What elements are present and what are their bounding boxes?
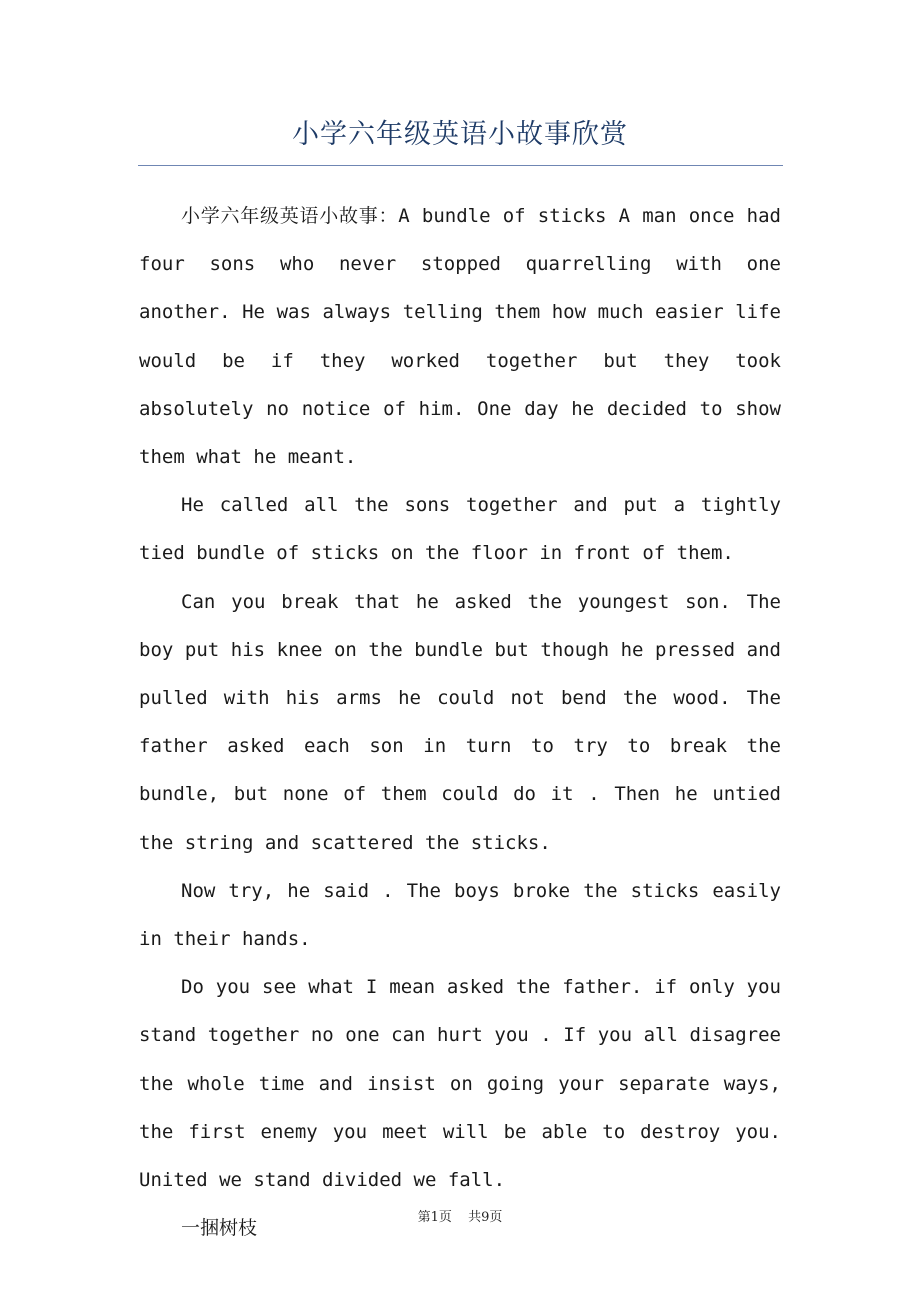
paragraph-intro: 小学六年级英语小故事：A bundle of sticks A man once had four sons who never stopped quarrelling with one another. He was always telling them how much easier life would be if they worked together but they took absolutely no notice of him. One day he decided to show them what he meant. — [139, 205, 781, 469]
paragraph-moral: Do you see what I mean asked the father. if only you stand together no one can hurt you . If you all disagree the whole time and insist on going your separate ways, the first enemy you meet will be able to destroy you. United we stand divided we fall. — [139, 976, 781, 1192]
page-number: 第1页 — [417, 1210, 452, 1225]
paragraph-break-attempt: Can you break that he asked the youngest son. The boy put his knee on the bundle but though he pressed and pulled with his arms he could not bend the wood. The father asked each son in turn to try to break the bundle, but none of them could do it . Then he untied the string and scattered the sticks. — [139, 590, 781, 854]
document-body — [139, 192, 781, 1252]
paragraph-chinese-title: 一捆树枝 — [181, 1217, 258, 1240]
page-total: 共9页 — [468, 1210, 503, 1225]
paragraph-bundle: He called all the sons together and put a tightly tied bundle of sticks on the floor in front of them. — [139, 494, 781, 565]
page-title: 小学六年级英语小故事欣赏 — [292, 119, 628, 150]
page-footer — [0, 1206, 920, 1225]
paragraph-now-try: Now try, he said . The boys broke the sticks easily in their hands. — [139, 879, 781, 951]
title-divider — [138, 165, 783, 166]
